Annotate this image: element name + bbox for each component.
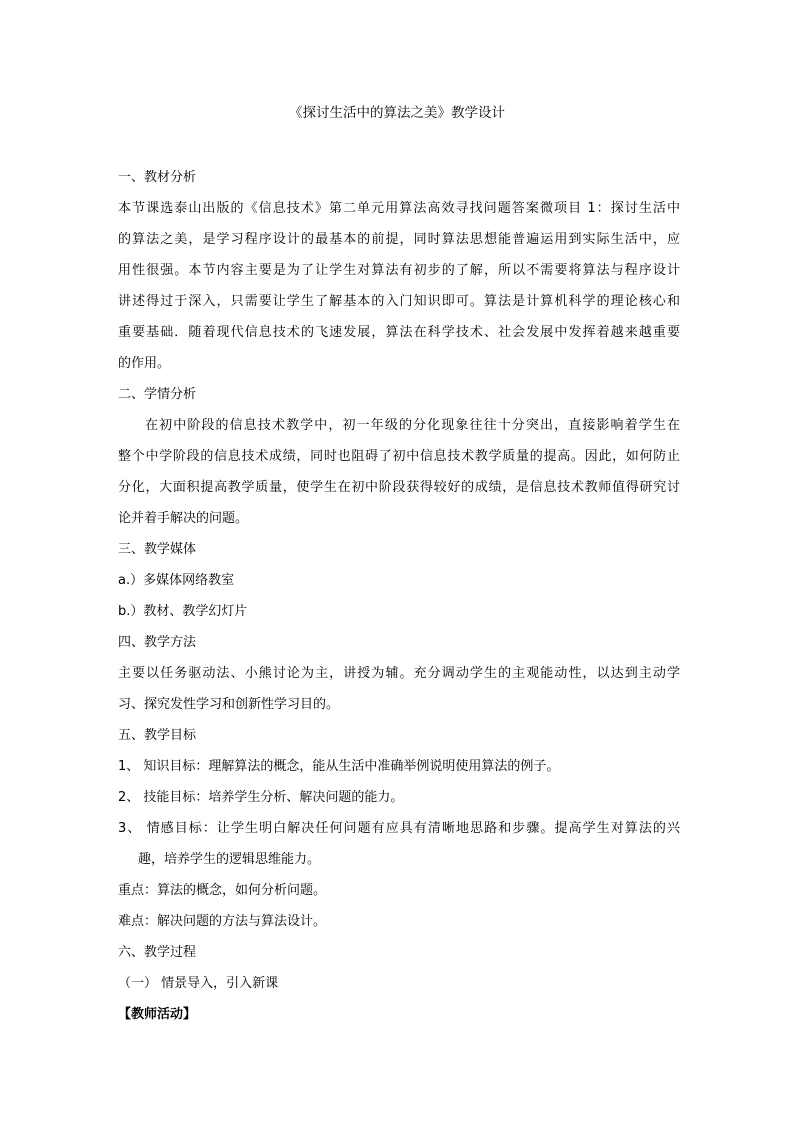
section-heading-teaching-methods: 四、教学方法 (118, 635, 197, 650)
list-item: b.）教材、教学幻灯片 (118, 604, 248, 619)
paragraph-line: 重要基础．随着现代信息技术的飞速发展，算法在科学技术、社会发展中发挥着越来越重要 (118, 325, 680, 340)
section-heading-teaching-process: 六、教学过程 (118, 945, 197, 960)
paragraph-line: 本节课选泰山出版的《信息技术》第二单元用算法高效寻找问题答案微项目 1：探讨生活中 (118, 201, 680, 216)
document-body (118, 162, 680, 1030)
paragraph-line: 分化，大面积提高教学质量，使学生在初中阶段获得较好的成绩，是信息技术教师值得研究讨 (118, 480, 680, 495)
paragraph-line: 的作用。 (118, 356, 171, 371)
section-heading-textbook-analysis: 一、教材分析 (118, 170, 197, 185)
list-item: 2、 技能目标：培养学生分析、解决问题的能力。 (118, 790, 404, 805)
paragraph-line: 用性很强。本节内容主要是为了让学生对算法有初步的了解，所以不需要将算法与程序设计 (118, 263, 680, 278)
paragraph-line: 论并着手解决的问题。 (118, 511, 249, 526)
paragraph-line: 讲述得过于深入，只需要让学生了解基本的入门知识即可。算法是计算机科学的理论核心和 (118, 294, 680, 309)
paragraph-line: 在初中阶段的信息技术教学中，初一年级的分化现象往往十分突出，直接影响着学生在 (145, 418, 680, 433)
subsection-heading: （一） 情景导入，引入新课 (118, 976, 279, 991)
paragraph-line: 整个中学阶段的信息技术成绩，同时也阻碍了初中信息技术教学质量的提高。因此，如何防止 (118, 449, 680, 464)
difficult-point: 难点：解决问题的方法与算法设计。 (118, 914, 327, 929)
section-heading-teaching-media: 三、教学媒体 (118, 542, 197, 557)
document-title: 《探讨生活中的算法之美》教学设计 (289, 105, 505, 121)
section-heading-teaching-goals: 五、教学目标 (118, 728, 197, 743)
paragraph-line: 习、探究发性学习和创新性学习目的。 (118, 697, 340, 712)
key-point: 重点：算法的概念，如何分析问题。 (118, 883, 327, 898)
list-item: 3、 情感目标：让学生明白解决任何问题有应具有清晰地思路和步骤。提高学生对算法的兴 (118, 821, 680, 836)
list-item-continuation: 趣，培养学生的逻辑思维能力。 (138, 852, 321, 867)
paragraph-line: 主要以任务驱动法、小熊讨论为主，讲授为辅。充分调动学生的主观能动性，以达到主动学 (118, 666, 680, 681)
paragraph-line: 的算法之美，是学习程序设计的最基本的前提，同时算法思想能普遍运用到实际生活中，应 (118, 232, 680, 247)
list-item: 1、 知识目标：理解算法的概念，能从生活中准确举例说明使用算法的例子。 (118, 759, 560, 774)
teacher-activity-label: 【教师活动】 (118, 1007, 197, 1022)
section-heading-learner-analysis: 二、学情分析 (118, 387, 197, 402)
list-item: a.）多媒体网络教室 (118, 573, 235, 588)
